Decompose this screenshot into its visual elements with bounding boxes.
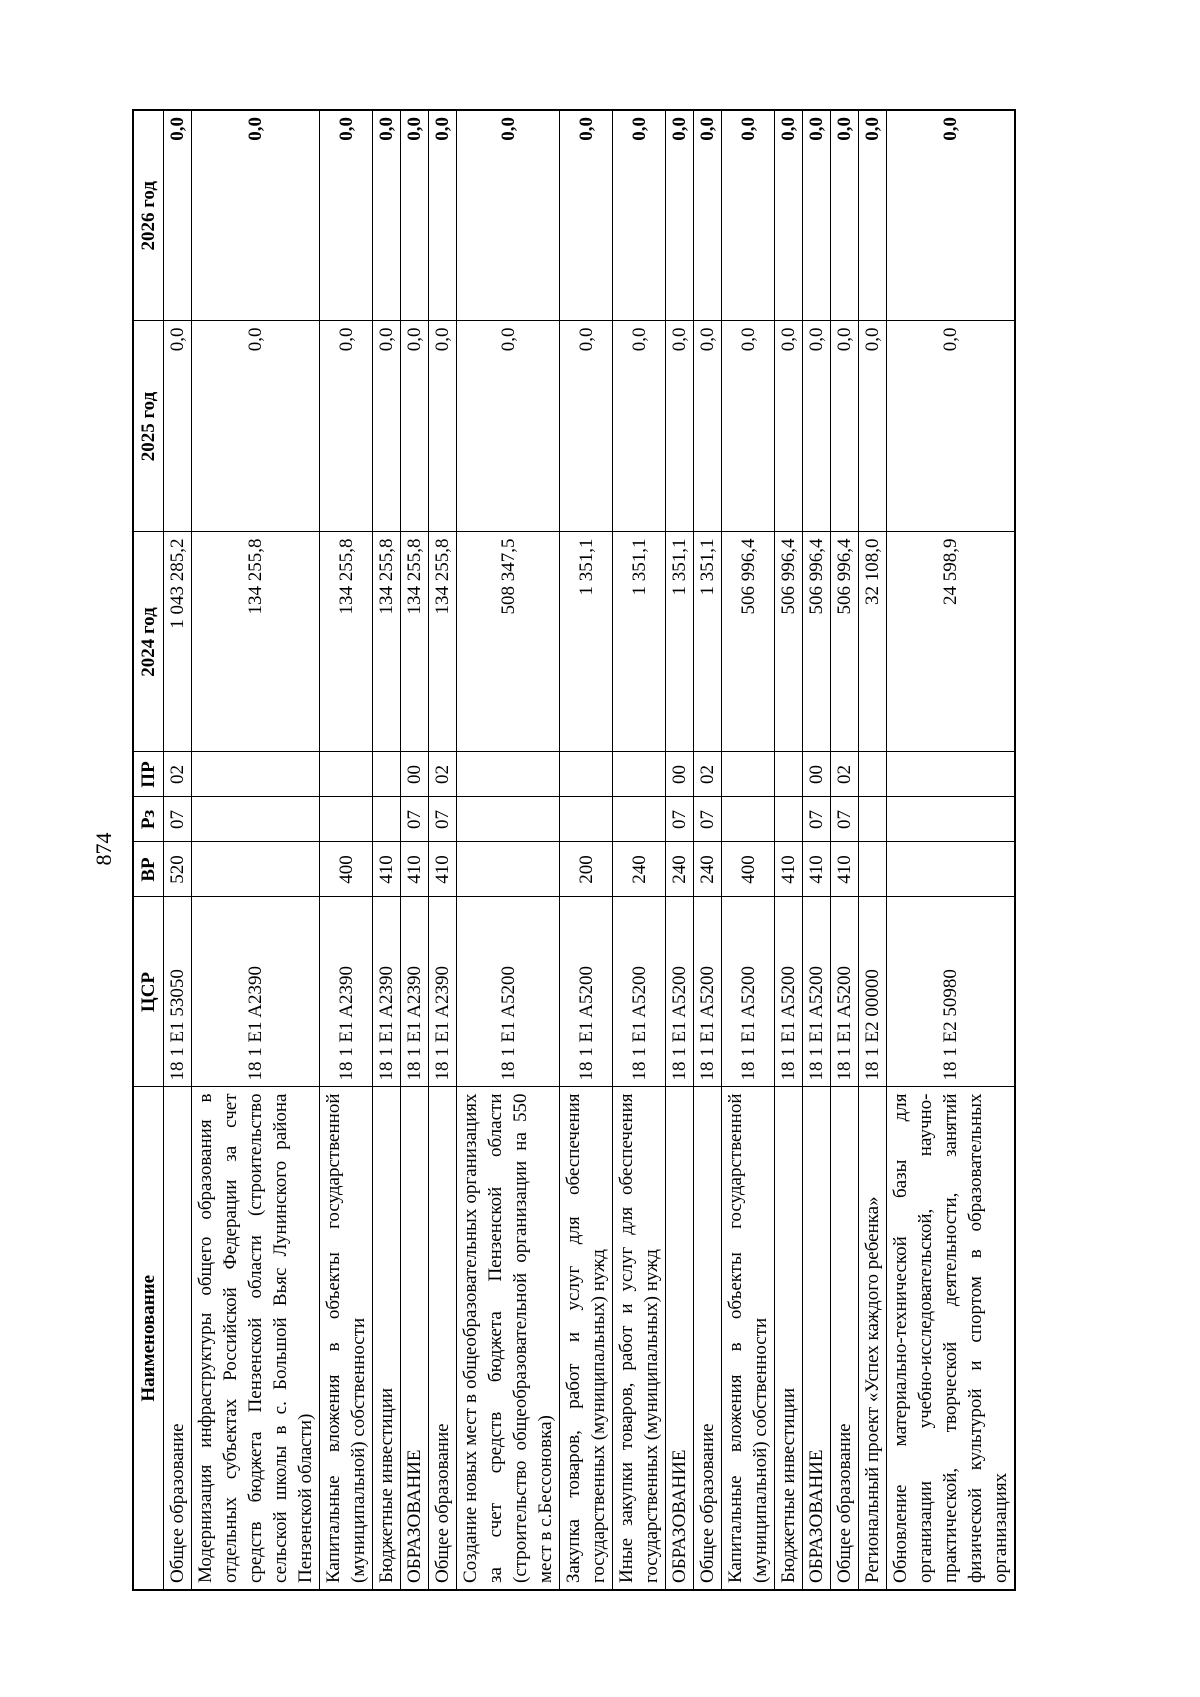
cell-rz — [722, 797, 775, 842]
cell-2026: 0,0 — [803, 110, 831, 321]
cell-vr — [192, 842, 320, 897]
cell-2025: 0,0 — [722, 321, 775, 532]
table-row — [373, 110, 401, 1590]
cell-vr — [859, 842, 887, 897]
cell-pr: 00 — [666, 752, 694, 797]
cell-csr: 18 1 E1 A2390 — [401, 897, 429, 1087]
cell-2025: 0,0 — [613, 321, 666, 532]
table-row — [859, 110, 887, 1590]
cell-2026: 0,0 — [722, 110, 775, 321]
cell-rz — [859, 797, 887, 842]
cell-2025: 0,0 — [457, 321, 560, 532]
cell-vr: 200 — [560, 842, 613, 897]
cell-pr — [722, 752, 775, 797]
cell-2026: 0,0 — [457, 110, 560, 321]
cell-vr: 240 — [613, 842, 666, 897]
table-row — [887, 110, 1016, 1590]
cell-rz: 07 — [694, 797, 722, 842]
cell-pr: 02 — [831, 752, 859, 797]
header-vr: ВР — [133, 842, 164, 897]
cell-2026: 0,0 — [401, 110, 429, 321]
cell-2024: 506 996,4 — [722, 532, 775, 752]
cell-name: ОБРАЗОВАНИЕ — [666, 1087, 694, 1590]
header-name: Наименование — [133, 1087, 164, 1590]
header-2025: 2025 год — [133, 321, 164, 532]
cell-pr: 02 — [164, 752, 192, 797]
table-row — [164, 110, 192, 1590]
table-body — [164, 110, 1016, 1590]
cell-name: Общее образование — [429, 1087, 457, 1590]
cell-rz — [887, 797, 1016, 842]
table-row — [613, 110, 666, 1590]
budget-table-container — [132, 111, 1050, 1591]
cell-2026: 0,0 — [320, 110, 373, 321]
cell-2025: 0,0 — [373, 321, 401, 532]
cell-2025: 0,0 — [831, 321, 859, 532]
cell-rz — [192, 797, 320, 842]
cell-vr: 520 — [164, 842, 192, 897]
cell-rz — [457, 797, 560, 842]
cell-2024: 134 255,8 — [373, 532, 401, 752]
cell-vr: 410 — [373, 842, 401, 897]
cell-vr: 410 — [401, 842, 429, 897]
cell-name: Иные закупки товаров, работ и услуг для обеспечения государственных (муниципальных) нужд — [613, 1087, 666, 1590]
cell-2025: 0,0 — [775, 321, 803, 532]
cell-2025: 0,0 — [560, 321, 613, 532]
table-row — [320, 110, 373, 1590]
cell-csr: 18 1 E1 A5200 — [722, 897, 775, 1087]
cell-2024: 506 996,4 — [803, 532, 831, 752]
cell-2024: 24 598,9 — [887, 532, 1016, 752]
cell-2026: 0,0 — [859, 110, 887, 321]
cell-2024: 32 108,0 — [859, 532, 887, 752]
table-row — [775, 110, 803, 1590]
cell-name: Модернизация инфраструктуры общего образования в отдельных субъектах Российской Федерации за счет средств бюджета Пензенской области (строительство сельской школы в с. Большой Вьяс Лунинского района Пензенской области) — [192, 1087, 320, 1590]
cell-2026: 0,0 — [560, 110, 613, 321]
cell-name: Закупка товаров, работ и услуг для обеспечения государственных (муниципальных) нужд — [560, 1087, 613, 1590]
page-number: 874 — [91, 832, 116, 866]
table-row — [457, 110, 560, 1590]
cell-csr: 18 1 E1 A2390 — [320, 897, 373, 1087]
table-row — [694, 110, 722, 1590]
cell-rz — [613, 797, 666, 842]
cell-rz: 07 — [803, 797, 831, 842]
table-row — [831, 110, 859, 1590]
table-row — [560, 110, 613, 1590]
cell-csr: 18 1 E1 A5200 — [666, 897, 694, 1087]
cell-2024: 1 351,1 — [694, 532, 722, 752]
cell-name: Обновление материально-технической базы для организации учебно-исследовательской, научно-практической, творческой деятельности, занятий физической культурой и спортом в образовательных организациях — [887, 1087, 1016, 1590]
cell-2024: 508 347,5 — [457, 532, 560, 752]
cell-name: ОБРАЗОВАНИЕ — [803, 1087, 831, 1590]
cell-2025: 0,0 — [401, 321, 429, 532]
cell-csr: 18 1 E1 A5200 — [803, 897, 831, 1087]
cell-rz: 07 — [831, 797, 859, 842]
cell-name: Общее образование — [694, 1087, 722, 1590]
header-2024: 2024 год — [133, 532, 164, 752]
cell-2026: 0,0 — [887, 110, 1016, 321]
cell-csr: 18 1 E1 A5200 — [560, 897, 613, 1087]
cell-2025: 0,0 — [192, 321, 320, 532]
cell-name: Капитальные вложения в объекты государственной (муниципальной) собственности — [722, 1087, 775, 1590]
cell-2024: 134 255,8 — [320, 532, 373, 752]
cell-2026: 0,0 — [666, 110, 694, 321]
cell-rz — [320, 797, 373, 842]
cell-2024: 506 996,4 — [775, 532, 803, 752]
table-row — [666, 110, 694, 1590]
cell-pr — [887, 752, 1016, 797]
cell-csr: 18 1 E1 A5200 — [775, 897, 803, 1087]
cell-2025: 0,0 — [666, 321, 694, 532]
cell-pr: 02 — [694, 752, 722, 797]
cell-2026: 0,0 — [192, 110, 320, 321]
cell-csr: 18 1 E2 50980 — [887, 897, 1016, 1087]
cell-2025: 0,0 — [859, 321, 887, 532]
cell-pr: 02 — [429, 752, 457, 797]
cell-vr: 410 — [803, 842, 831, 897]
cell-csr: 18 1 E1 53050 — [164, 897, 192, 1087]
cell-2026: 0,0 — [694, 110, 722, 321]
cell-name: Бюджетные инвестиции — [775, 1087, 803, 1590]
cell-name: Общее образование — [164, 1087, 192, 1590]
cell-2024: 134 255,8 — [429, 532, 457, 752]
cell-pr — [373, 752, 401, 797]
cell-2025: 0,0 — [429, 321, 457, 532]
table-row — [401, 110, 429, 1590]
cell-rz: 07 — [429, 797, 457, 842]
cell-2025: 0,0 — [803, 321, 831, 532]
cell-pr: 00 — [401, 752, 429, 797]
cell-pr — [192, 752, 320, 797]
cell-2026: 0,0 — [613, 110, 666, 321]
cell-name: Региональный проект «Успех каждого ребенка» — [859, 1087, 887, 1590]
cell-rz — [775, 797, 803, 842]
cell-vr: 400 — [722, 842, 775, 897]
cell-csr: 18 1 E1 A2390 — [373, 897, 401, 1087]
cell-vr: 240 — [694, 842, 722, 897]
cell-pr — [560, 752, 613, 797]
cell-name: Общее образование — [831, 1087, 859, 1590]
cell-csr: 18 1 E1 A5200 — [694, 897, 722, 1087]
cell-csr: 18 1 E1 A5200 — [457, 897, 560, 1087]
cell-csr: 18 1 E1 A5200 — [613, 897, 666, 1087]
table-row — [192, 110, 320, 1590]
cell-vr — [457, 842, 560, 897]
cell-vr: 240 — [666, 842, 694, 897]
cell-pr — [775, 752, 803, 797]
cell-csr: 18 1 E2 00000 — [859, 897, 887, 1087]
cell-2024: 134 255,8 — [401, 532, 429, 752]
cell-rz: 07 — [401, 797, 429, 842]
table-row — [429, 110, 457, 1590]
header-csr: ЦСР — [133, 897, 164, 1087]
cell-2024: 134 255,8 — [192, 532, 320, 752]
cell-name: Создание новых мест в общеобразовательных организациях за счет средств бюджета Пензенской области (строительство общеобразовательной организации на 550 мест в с.Бессоновка) — [457, 1087, 560, 1590]
header-rz: Рз — [133, 797, 164, 842]
cell-rz: 07 — [164, 797, 192, 842]
cell-2026: 0,0 — [831, 110, 859, 321]
cell-rz — [560, 797, 613, 842]
table-header-row — [133, 110, 164, 1590]
header-pr: ПР — [133, 752, 164, 797]
cell-vr: 410 — [831, 842, 859, 897]
cell-2024: 1 351,1 — [666, 532, 694, 752]
cell-csr: 18 1 E1 A2390 — [429, 897, 457, 1087]
cell-2025: 0,0 — [694, 321, 722, 532]
cell-vr — [887, 842, 1016, 897]
cell-2024: 1 351,1 — [560, 532, 613, 752]
cell-vr: 410 — [775, 842, 803, 897]
cell-2024: 506 996,4 — [831, 532, 859, 752]
cell-2026: 0,0 — [775, 110, 803, 321]
cell-pr: 00 — [803, 752, 831, 797]
cell-name: Бюджетные инвестиции — [373, 1087, 401, 1590]
cell-name: Капитальные вложения в объекты государственной (муниципальной) собственности — [320, 1087, 373, 1590]
cell-name: ОБРАЗОВАНИЕ — [401, 1087, 429, 1590]
cell-2025: 0,0 — [887, 321, 1016, 532]
table-row — [722, 110, 775, 1590]
cell-rz: 07 — [666, 797, 694, 842]
cell-rz — [373, 797, 401, 842]
cell-pr — [320, 752, 373, 797]
cell-pr — [613, 752, 666, 797]
cell-2024: 1 351,1 — [613, 532, 666, 752]
cell-2026: 0,0 — [373, 110, 401, 321]
cell-2024: 1 043 285,2 — [164, 532, 192, 752]
cell-2025: 0,0 — [320, 321, 373, 532]
cell-csr: 18 1 E1 A5200 — [831, 897, 859, 1087]
cell-2026: 0,0 — [164, 110, 192, 321]
header-2026: 2026 год — [133, 110, 164, 321]
cell-pr — [457, 752, 560, 797]
cell-pr — [859, 752, 887, 797]
cell-2025: 0,0 — [164, 321, 192, 532]
cell-2026: 0,0 — [429, 110, 457, 321]
cell-vr: 400 — [320, 842, 373, 897]
cell-vr: 410 — [429, 842, 457, 897]
cell-csr: 18 1 E1 A2390 — [192, 897, 320, 1087]
table-row — [803, 110, 831, 1590]
budget-table — [132, 109, 1016, 1591]
